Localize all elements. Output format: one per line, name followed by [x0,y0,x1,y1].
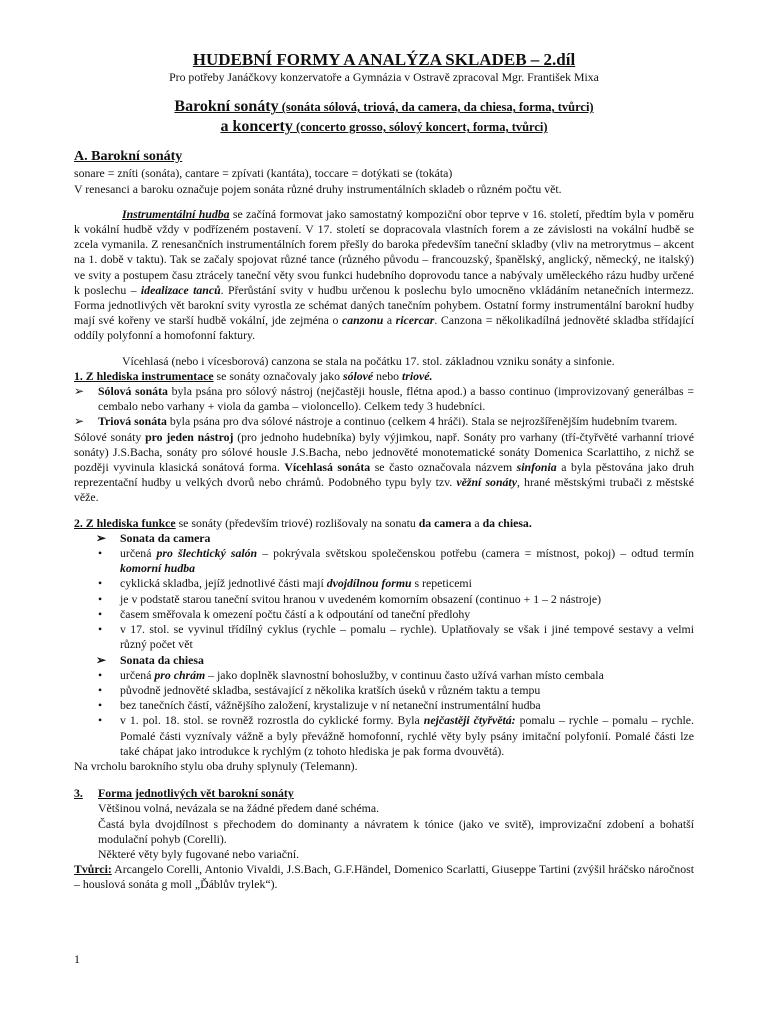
chapter-heading-main-2: a koncerty [220,118,293,136]
bullet-icon: • [98,546,103,561]
term-instrumental-music: Instrumentální hudba [122,206,230,221]
section-1-text: se sonáty označovaly jako [213,368,344,383]
term-idealization: idealizace tanců [140,282,221,297]
term-four-movement: nejčastěji čtyřvětá: [423,713,516,728]
function-list [74,531,694,759]
bullet-icon: • [98,682,103,697]
term-noble-salon: pro šlechtický salón [156,546,258,561]
list-item-text: časem směřovala k omezení počtu částí a k odpoutání od taneční předlohy [120,606,471,621]
section-2-text: se sonáty (především triové) rozlišovaly na sonatu [175,515,419,530]
section-3-number: 3. [74,786,83,801]
list-item-text: určená [120,667,155,682]
term-tower-sonatas: věžní sonáty [456,475,517,490]
section-1-text: nebo [373,368,402,383]
term-da-camera: da camera [418,515,472,530]
list-item-text: určená [120,546,157,561]
section-2-heading [74,516,694,531]
document-title: HUDEBNÍ FORMY A ANALÝZA SKLADEB – 2.díl [192,50,576,69]
list-item [74,698,694,713]
chapter-heading-main-1: Barokní sonáty [174,98,279,116]
term-da-chiesa: da chiesa. [482,515,532,530]
paragraph-text: a [383,313,396,328]
list-item [74,668,694,683]
list-item-text: – pokrývala světskou společenskou potřebu (camera = místnost, pokoj) – odtud termín [257,546,694,561]
composers-paragraph [74,862,694,892]
section-2-closing: Na vrcholu barokního stylu oba druhy splynuly (Telemann). [74,758,358,773]
bullet-icon: • [98,698,103,713]
section-3-title: Forma jednotlivých vět barokní sonáty [98,786,294,801]
paragraph-text: (pro jednoho hudebníka) byly výjimkou, např. Sonáty pro varhany (tří-čtyřvěté varhanní triové sonáty) J.S.Bacha, sonáty pro sólové housle J.S.Bacha, nebo jednověté monotematické sonáty Domenica Scarlattiho, z nichž se později vyvinula klasická sonátová forma. [74,429,694,475]
list-item-text: je v podstatě starou taneční svitou hranou v uvedeném komorním obsazení (continuo + 1 – 2 nástroje) [120,591,602,606]
arrow-icon: ➢ [74,384,84,399]
section-2-title: 2. Z hlediska funkce [74,515,176,530]
paragraph-text: a byla pěstována jako druh reprezentační hudby u velkých dvorů nebo chrámů. Podobného typu byly tzv. [74,460,694,490]
term-binary-form: dvojdílnou formu [326,576,412,591]
canzona-paragraph: Vícehlasá (nebo i vícesborová) canzona se stala na počátku 17. stol. základnou vzniku sonáty a sinfonie. [122,353,615,368]
bullet-icon: • [98,606,103,621]
page-number: 1 [74,952,80,966]
subheading-label: Sonata da chiesa [120,652,204,667]
list-item-text: v 1. pol. 18. stol. se rovněž rozrostla do cyklické formy. Byla [120,713,424,728]
page-content [74,50,694,893]
list-item-text: pomalu – rychle – pomalu – rychle. Pomalé části vyznívaly vážně a byly převážně homofonní, rychlé věty byly psány imitační polyfonií. Pomalé části lze také chápat jako introdukce k rychlým (z tohoto hlediska je pak forma dvouvětá). [120,713,694,758]
instrumentation-list [74,384,694,430]
list-item [74,576,694,591]
term-ricercar: ricercar [395,313,435,328]
chapter-heading [74,97,694,137]
solo-sonatas-paragraph [74,430,694,506]
arrow-icon: ➢ [74,414,84,429]
list-item [74,546,694,576]
paragraph-text: , hrané městskými trubači z městské věže. [74,475,694,505]
subheading-da-chiesa [74,653,694,668]
section-3-line: Většinou volná, nevázala se na žádné předem dané schéma. [98,801,380,816]
term-solo-sonata: Sólová sonáta [98,384,168,399]
term-chamber-music: komorní hudba [120,561,196,576]
term-for-church: pro chrám [154,667,206,682]
term-canzona: canzonu [341,313,384,328]
bullet-icon: • [98,667,103,682]
list-item-text: cyklická skladba, jejíž jednotlivé části mají [120,576,327,591]
bullet-icon: • [98,622,103,637]
section-3 [74,786,694,862]
paragraph-text: se často označovala názvem [370,460,517,475]
composers-text: Arcangelo Corelli, Antonio Vivaldi, J.S.Bach, G.F.Händel, Domenico Scarlatti, Giuseppe Tartini (zvýšil hráčsko náročnost – houslová sonáta g moll „Ďáblův trylek“). [74,862,694,892]
section-3-heading [74,786,694,801]
subheading-label: Sonata da camera [120,530,211,545]
definition-line: V renesanci a baroku označuje pojem sonáta různé druhy instrumentálních skladeb o různém počtu vět. [74,181,562,196]
term-one-instrument: pro jeden nástroj [145,429,234,444]
paragraph-text: . Canzona = několikadílná jednověté skladba střídající oddíly polyfonní a homofonní faktury. [74,313,695,343]
list-item [74,622,694,652]
chapter-heading-sub-1: (sonáta sólová, triová, da camera, da chiesa, forma, tvůrci) [278,100,594,115]
section-3-line: Některé věty byly fugované nebo variační. [98,846,300,861]
arrow-icon: ➢ [96,652,106,667]
arrow-icon: ➢ [96,530,106,545]
list-item-text: byla psána pro sólový nástroj (nejčastěji housle, flétna apod.) a basso continuo (improvizovaný generálbas = cembalo nebo varhany + viola da gamba – violoncello). Celkem tedy 3 hudebníci. [98,384,694,414]
paragraph-text: se začíná formovat jako samostatný kompoziční obor teprve v 16. století, předtím byla v poměru k vokální hudbě vždy v podřízeném postavení. V 17. století se dopracovala vlastních forem a ze závislosti na vokální hudbě se zcela vymanila. Z renesančních instrumentálních forem přešly do baroka především taneční skladby (vliv na metrorytmus – akcent na 1. době v taktu). Tak se začaly spojovat různé tance (různého původu – francouzský, španělský, anglický, německý, ne italský) ve svity a postupem času ztrácely taneční věty svou funkci hudebního doprovodu tance a nabývaly uměleckého rázu hudby určené k poslechu – [74,206,695,297]
section-3-line: Častá byla dvojdílnost s přechodem do dominanty a návratem k tónice (jako ve svitě), improvizační zdobení a bohatší modulační pohyb (Corelli). [98,816,694,846]
section-a-heading: A. Barokní sonáty [74,149,183,165]
instrumental-music-paragraph [74,207,694,344]
paragraph-text: Sólové sonáty [74,429,146,444]
etymology-line: sonare = zníti (sonáta), cantare = zpívati (kantáta), toccare = dotýkati se (tokáta) [74,166,453,181]
term-sinfonia: sinfonia [516,460,557,475]
list-item [74,607,694,622]
bullet-icon: • [98,713,103,728]
term-trio-sonata: Triová sonáta [98,414,167,429]
list-item [74,713,694,759]
list-item [74,384,694,414]
list-item-text: původně jednověté skladba, sestávající z několika kratších úseků v různém taktu a tempu [120,682,541,697]
chapter-heading-sub-2: (concerto grosso, sólový koncert, forma, tvůrci) [292,120,548,135]
list-item-text: – jako doplněk slavnostní bohoslužby, v continuu často užívá varhan místo cembala [205,667,604,682]
subheading-da-camera [74,531,694,546]
term-multi-voice-sonata: Vícehlasá sonáta [284,460,371,475]
term-triove: triové. [402,368,433,383]
section-1-heading [74,369,694,384]
composers-label: Tvůrci: [74,862,112,877]
list-item-text: bez tanečních částí, vážnějšího založení, krystalizuje v ní netaneční instrumentální hudba [120,698,541,713]
document-subtitle: Pro potřeby Janáčkovy konzervatoře a Gymnázia v Ostravě zpracoval Mgr. František Mixa [169,70,599,84]
bullet-icon: • [98,576,103,591]
list-item [74,592,694,607]
list-item-text: byla psána pro dva sólové nástroje a continuo (celkem 4 hráči). Stala se nejrozšířenějším hudebním tvarem. [166,414,678,429]
list-item [74,414,694,429]
section-1-title: 1. Z hlediska instrumentace [74,368,214,383]
paragraph-text: . Přerůstání svity v hudbu určenou k poslechu bylo umocněno vkládáním netanečních intermezz. Forma jednotlivých vět barokní svity vyrostla ze schémat daných tanečním pohybem. Ostatní formy instrumentální barokní hudby mají své kořeny ve starší hudbě vokální, jde zejména o [74,282,694,328]
bullet-icon: • [98,591,103,606]
list-item [74,683,694,698]
list-item-text: s repeticemi [411,576,472,591]
list-item-text: v 17. stol. se vyvinul třídílný cyklus (rychle – pomalu – rychle). Uplatňovaly se však i jiné tempové sestavy a velmi různý počet vět [120,622,694,652]
section-2-text: a [471,515,483,530]
term-solove: sólové [343,368,374,383]
